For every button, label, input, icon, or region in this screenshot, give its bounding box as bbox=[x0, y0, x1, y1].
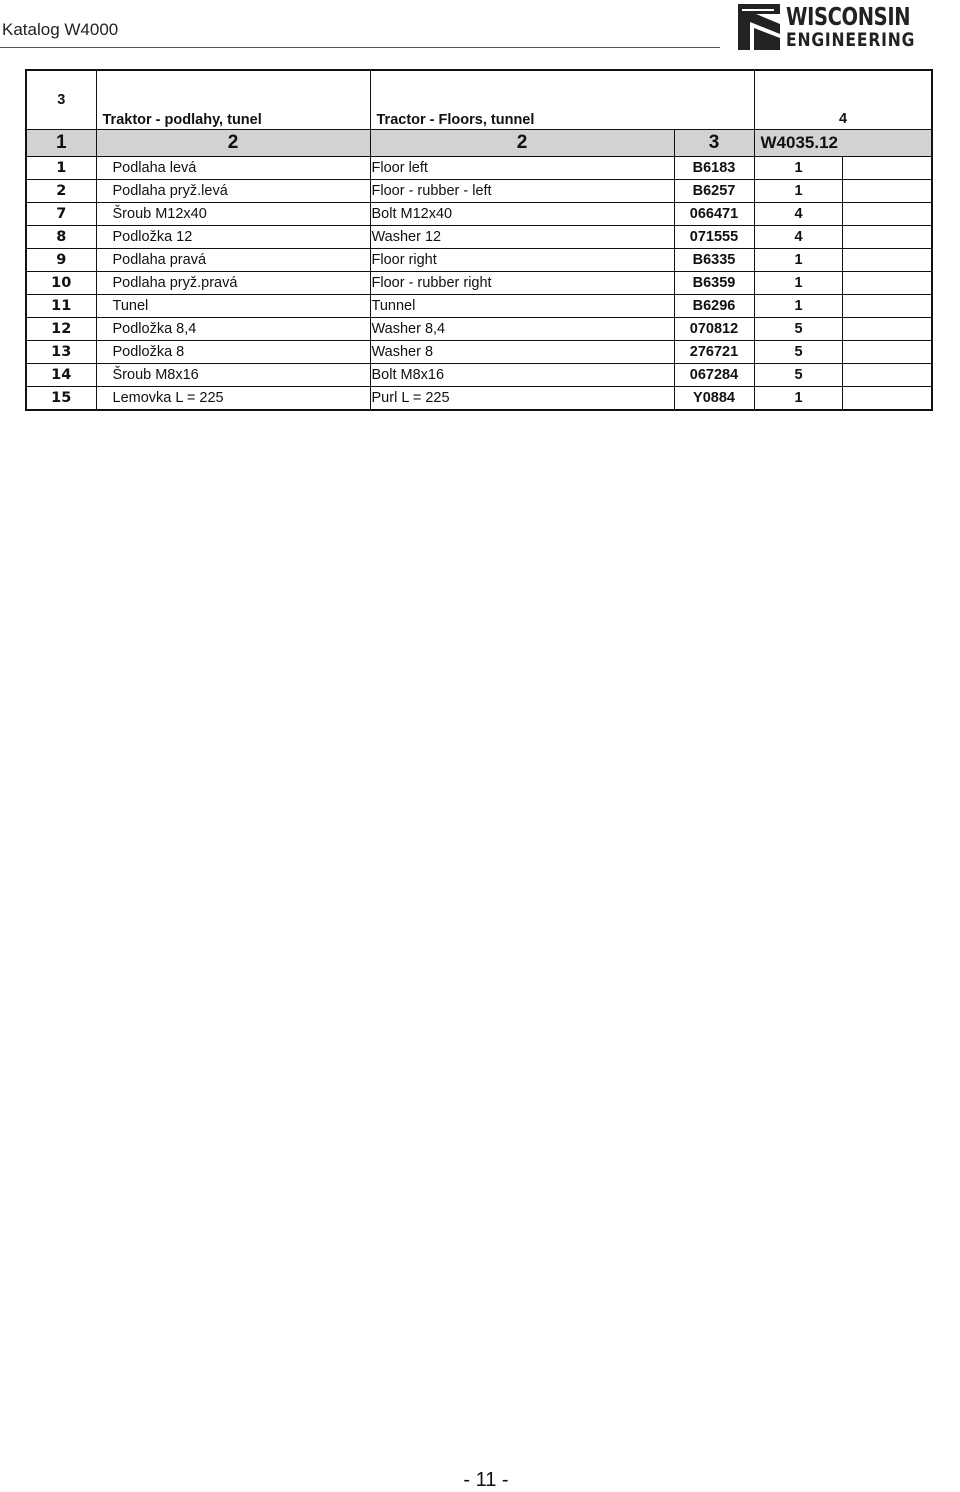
item-part-number: B6257 bbox=[674, 180, 754, 203]
item-quantity: 4 bbox=[754, 226, 842, 249]
item-position: 15 bbox=[26, 387, 96, 411]
wisconsin-engineering-logo bbox=[736, 2, 936, 52]
item-quantity: 5 bbox=[754, 318, 842, 341]
item-name-english: Bolt M8x16 bbox=[370, 364, 674, 387]
column-header-part: 3 bbox=[674, 130, 754, 157]
item-name-english: Floor left bbox=[370, 157, 674, 180]
item-note bbox=[842, 226, 932, 249]
item-position: 9 bbox=[26, 249, 96, 272]
title-english: Tractor - Floors, tunnel bbox=[370, 70, 754, 130]
item-name-english: Floor right bbox=[370, 249, 674, 272]
item-position: 13 bbox=[26, 341, 96, 364]
item-part-number: 071555 bbox=[674, 226, 754, 249]
table-row bbox=[26, 203, 932, 226]
item-position: 2 bbox=[26, 180, 96, 203]
item-name-czech: Šroub M12x40 bbox=[96, 203, 370, 226]
table-title-row bbox=[26, 70, 932, 130]
item-name-czech: Podlaha pravá bbox=[96, 249, 370, 272]
item-part-number: B6296 bbox=[674, 295, 754, 318]
item-quantity: 1 bbox=[754, 249, 842, 272]
item-name-czech: Podložka 8 bbox=[96, 341, 370, 364]
catalog-title: Katalog W4000 bbox=[2, 20, 119, 39]
item-position: 12 bbox=[26, 318, 96, 341]
column-header-position: 1 bbox=[26, 130, 96, 157]
item-name-english: Washer 8 bbox=[370, 341, 674, 364]
item-quantity: 4 bbox=[754, 203, 842, 226]
item-part-number: B6335 bbox=[674, 249, 754, 272]
table-row bbox=[26, 387, 932, 411]
table-row bbox=[26, 180, 932, 203]
item-name-english: Washer 12 bbox=[370, 226, 674, 249]
item-position: 1 bbox=[26, 157, 96, 180]
item-quantity: 5 bbox=[754, 364, 842, 387]
header-divider bbox=[0, 47, 720, 48]
logo-wordmark-top: WISCONSIN bbox=[786, 2, 911, 31]
column-header-english: 2 bbox=[370, 130, 674, 157]
item-note bbox=[842, 249, 932, 272]
item-part-number: 276721 bbox=[674, 341, 754, 364]
item-name-english: Tunnel bbox=[370, 295, 674, 318]
title-czech: Traktor - podlahy, tunel bbox=[96, 70, 370, 130]
item-name-czech: Lemovka L = 225 bbox=[96, 387, 370, 411]
table-row bbox=[26, 364, 932, 387]
column-header-czech: 2 bbox=[96, 130, 370, 157]
item-name-czech: Podložka 12 bbox=[96, 226, 370, 249]
item-name-czech: Tunel bbox=[96, 295, 370, 318]
item-note bbox=[842, 295, 932, 318]
item-position: 14 bbox=[26, 364, 96, 387]
item-part-number: B6359 bbox=[674, 272, 754, 295]
item-name-czech: Podlaha pryž.levá bbox=[96, 180, 370, 203]
item-quantity: 1 bbox=[754, 180, 842, 203]
item-note bbox=[842, 318, 932, 341]
column-header-row bbox=[26, 130, 932, 157]
item-note bbox=[842, 180, 932, 203]
item-note bbox=[842, 364, 932, 387]
item-name-english: Floor - rubber - left bbox=[370, 180, 674, 203]
item-quantity: 1 bbox=[754, 157, 842, 180]
table-row bbox=[26, 341, 932, 364]
item-name-english: Floor - rubber right bbox=[370, 272, 674, 295]
item-name-english: Washer 8,4 bbox=[370, 318, 674, 341]
item-part-number: 067284 bbox=[674, 364, 754, 387]
page-number: - 11 - bbox=[463, 1469, 509, 1491]
corner-number: 4 bbox=[754, 70, 932, 130]
item-position: 10 bbox=[26, 272, 96, 295]
table-row bbox=[26, 157, 932, 180]
item-part-number: Y0884 bbox=[674, 387, 754, 411]
parts-table bbox=[25, 69, 933, 411]
item-position: 7 bbox=[26, 203, 96, 226]
item-note bbox=[842, 157, 932, 180]
item-quantity: 1 bbox=[754, 295, 842, 318]
item-part-number: 070812 bbox=[674, 318, 754, 341]
item-note bbox=[842, 272, 932, 295]
item-note bbox=[842, 387, 932, 411]
item-quantity: 1 bbox=[754, 272, 842, 295]
table-row bbox=[26, 249, 932, 272]
item-quantity: 1 bbox=[754, 387, 842, 411]
item-note bbox=[842, 341, 932, 364]
item-name-czech: Podlaha pryž.pravá bbox=[96, 272, 370, 295]
table-row bbox=[26, 295, 932, 318]
logo-wordmark-bottom: ENGINEERING bbox=[786, 29, 916, 51]
item-quantity: 5 bbox=[754, 341, 842, 364]
item-position: 11 bbox=[26, 295, 96, 318]
assembly-code: W4035.12 bbox=[754, 130, 932, 157]
item-name-english: Purl L = 225 bbox=[370, 387, 674, 411]
item-name-english: Bolt M12x40 bbox=[370, 203, 674, 226]
section-number: 3 bbox=[26, 70, 96, 130]
item-name-czech: Šroub M8x16 bbox=[96, 364, 370, 387]
item-part-number: B6183 bbox=[674, 157, 754, 180]
item-name-czech: Podložka 8,4 bbox=[96, 318, 370, 341]
logo-emblem-icon bbox=[736, 2, 782, 52]
item-position: 8 bbox=[26, 226, 96, 249]
table-row bbox=[26, 318, 932, 341]
item-part-number: 066471 bbox=[674, 203, 754, 226]
table-row bbox=[26, 226, 932, 249]
item-note bbox=[842, 203, 932, 226]
item-name-czech: Podlaha levá bbox=[96, 157, 370, 180]
table-row bbox=[26, 272, 932, 295]
